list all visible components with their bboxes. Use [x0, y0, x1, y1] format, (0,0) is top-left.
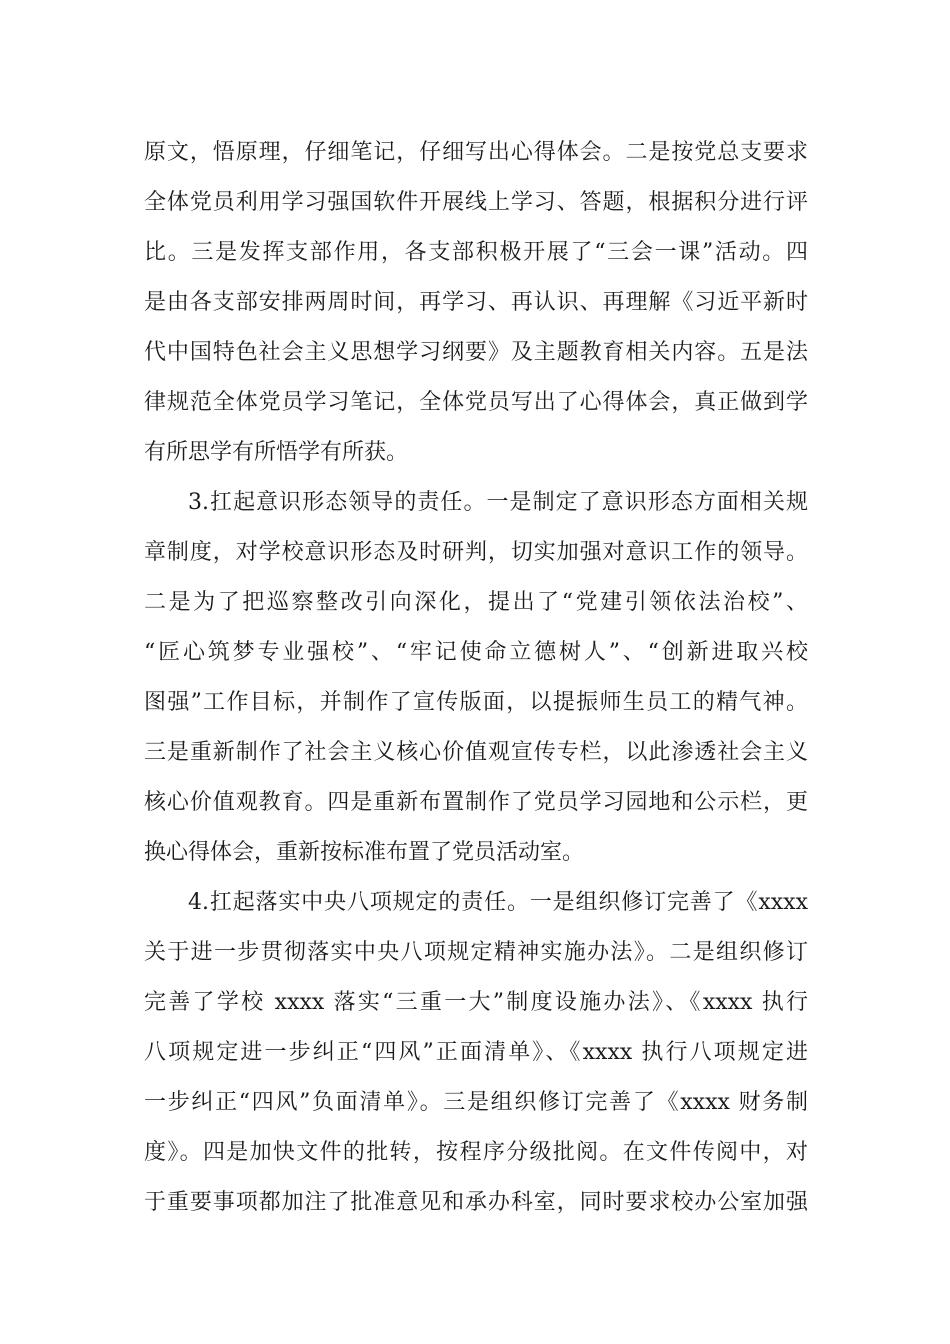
text-line: 完善了学校 xxxx 落实“三重一大”制度设施办法》、《xxxx 执行 [144, 990, 808, 1015]
text-line: 比。三是发挥支部作用，各支部积极开展了“三会一课”活动。四 [144, 240, 808, 265]
text-line: “匠心筑梦专业强校”、“牢记使命立德树人”、“创新进取兴校 [144, 640, 808, 665]
text-line: 三是重新制作了社会主义核心价值观宣传专栏，以此渗透社会主义 [144, 740, 808, 765]
text-line: 原文，悟原理，仔细笔记，仔细写出心得体会。二是按党总支要求 [144, 140, 808, 165]
paragraph-study-continuation [144, 128, 808, 478]
text-line: 4.扛起落实中央八项规定的责任。一是组织修订完善了《xxxx [188, 890, 808, 915]
text-line: 3.扛起意识形态领导的责任。一是制定了意识形态方面相关规 [188, 490, 808, 515]
paragraph-eight-rules-responsibility [144, 878, 808, 1228]
text-line: 有所思学有所悟学有所获。 [144, 440, 409, 465]
text-line: 二是为了把巡察整改引向深化，提出了“党建引领依法治校”、 [144, 590, 808, 615]
text-line: 全体党员利用学习强国软件开展线上学习、答题，根据积分进行评 [144, 190, 808, 215]
text-line: 核心价值观教育。四是重新布置制作了党员学习园地和公示栏，更 [144, 790, 808, 815]
text-line: 于重要事项都加注了批准意见和承办科室，同时要求校办公室加强 [144, 1190, 808, 1215]
text-line: 章制度，对学校意识形态及时研判，切实加强对意识工作的领导。 [144, 540, 808, 565]
text-line: 一步纠正“四风”负面清单》。三是组织修订完善了《xxxx 财务制 [144, 1090, 808, 1115]
text-line: 八项规定进一步纠正“四风”正面清单》、《xxxx 执行八项规定进 [144, 1040, 808, 1065]
text-line: 是由各支部安排两周时间，再学习、再认识、再理解《习近平新时 [144, 290, 808, 315]
text-line: 律规范全体党员学习笔记，全体党员写出了心得体会，真正做到学 [144, 390, 808, 415]
paragraph-ideology-responsibility [144, 478, 808, 878]
text-line: 换心得体会，重新按标准布置了党员活动室。 [144, 840, 585, 865]
text-line: 度》。四是加快文件的批转，按程序分级批阅。在文件传阅中，对 [144, 1140, 808, 1165]
text-line: 关于进一步贯彻落实中央八项规定精神实施办法》。二是组织修订 [144, 940, 808, 965]
text-line: 代中国特色社会主义思想学习纲要》及主题教育相关内容。五是法 [144, 340, 808, 365]
document-body [144, 128, 808, 1228]
text-line: 图强”工作目标，并制作了宣传版面，以提振师生员工的精气神。 [144, 690, 808, 715]
